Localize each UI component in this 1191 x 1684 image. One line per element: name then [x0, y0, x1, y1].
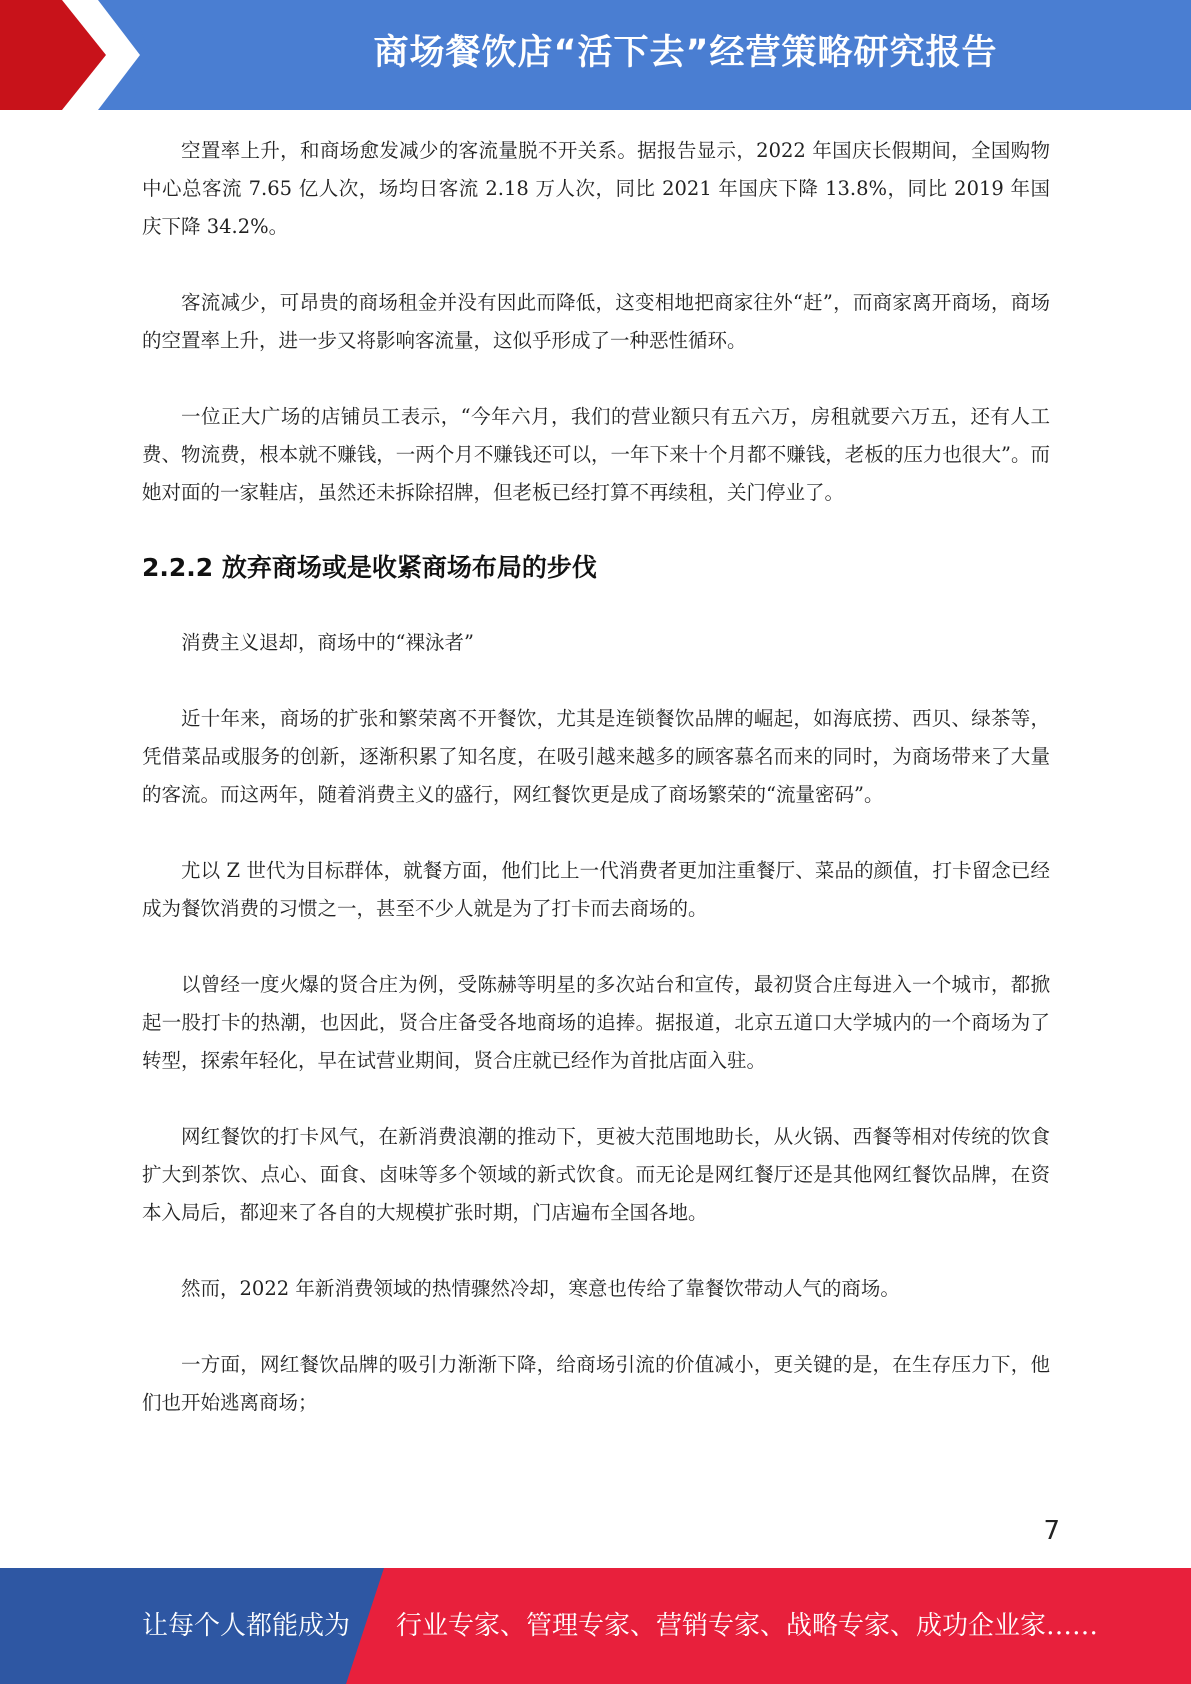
page-number: 7	[1043, 1516, 1060, 1546]
report-title: 商场餐饮店“活下去”经营策略研究报告	[373, 33, 998, 73]
paragraph: 客流减少，可昂贵的商场租金并没有因此而降低，这变相地把商家往外“赶”，而商家离开商场，商场的空置率上升，进一步又将影响客流量，这似乎形成了一种恶性循环。	[142, 291, 1050, 352]
header-chevron-decoration	[0, 0, 160, 110]
document-body	[142, 132, 1050, 1460]
paragraph: 尤以 Z 世代为目标群体，就餐方面，他们比上一代消费者更加注重餐厅、菜品的颜值，打卡留念已经成为餐饮消费的习惯之一，甚至不少人就是为了打卡而去商场的。	[142, 859, 1050, 920]
footer-slogan-left: 让每个人都能成为	[142, 1611, 351, 1641]
footer-slogan-right: 行业专家、管理专家、营销专家、战略专家、成功企业家……	[396, 1611, 1099, 1641]
page-header	[0, 0, 1191, 110]
paragraph: 以曾经一度火爆的贤合庄为例，受陈赫等明星的多次站台和宣传，最初贤合庄每进入一个城市，都掀起一股打卡的热潮，也因此，贤合庄备受各地商场的追捧。据报道，北京五道口大学城内的一个商场为了转型，探索年轻化，早在试营业期间，贤合庄就已经作为首批店面入驻。	[142, 973, 1050, 1072]
section-heading: 2.2.2 放弃商场或是收紧商场布局的步伐	[142, 553, 597, 582]
paragraph: 近十年来，商场的扩张和繁荣离不开餐饮，尤其是连锁餐饮品牌的崛起，如海底捞、西贝、绿茶等，凭借菜品或服务的创新，逐渐积累了知名度，在吸引越来越多的顾客慕名而来的同时，为商场带来了大量的客流。而这两年，随着消费主义的盛行，网红餐饮更是成了商场繁荣的“流量密码”。	[142, 707, 1050, 806]
paragraph: 一方面，网红餐饮品牌的吸引力渐渐下降，给商场引流的价值减小，更关键的是，在生存压力下，他们也开始逃离商场；	[142, 1353, 1050, 1414]
paragraph: 网红餐饮的打卡风气，在新消费浪潮的推动下，更被大范围地助长，从火锅、西餐等相对传统的饮食扩大到茶饮、点心、面食、卤味等多个领域的新式饮食。而无论是网红餐厅还是其他网红餐饮品牌，在资本入局后，都迎来了各自的大规模扩张时期，门店遍布全国各地。	[142, 1125, 1050, 1224]
paragraph: 消费主义退却，商场中的“裸泳者”	[181, 631, 474, 654]
paragraph: 空置率上升，和商场愈发减少的客流量脱不开关系。据报告显示，2022 年国庆长假期间，全国购物中心总客流 7.65 亿人次，场均日客流 2.18 万人次，同比 2021 年国庆下降 13.8%，同比 2019 年国庆下降 34.2%。	[142, 139, 1050, 238]
paragraph: 一位正大广场的店铺员工表示，“今年六月，我们的营业额只有五六万，房租就要六万五，还有人工费、物流费，根本就不赚钱，一两个月不赚钱还可以，一年下来十个月都不赚钱，老板的压力也很大”。而她对面的一家鞋店，虽然还未拆除招牌，但老板已经打算不再续租，关门停业了。	[142, 405, 1050, 504]
page-footer	[0, 1568, 1191, 1684]
paragraph: 然而，2022 年新消费领域的热情骤然冷却，寒意也传给了靠餐饮带动人气的商场。	[181, 1277, 900, 1300]
